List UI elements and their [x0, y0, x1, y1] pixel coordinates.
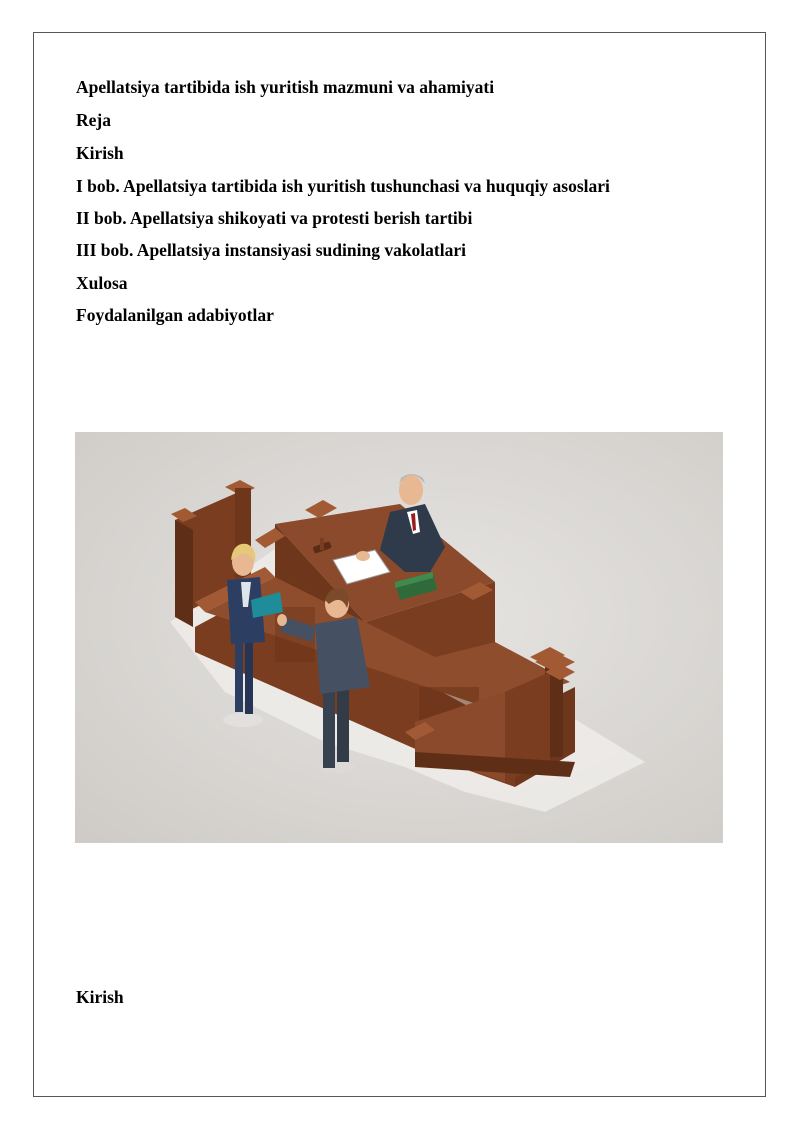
toc-item-chapter-3: III bob. Apellatsiya instansiyasi sudining vakolatlari: [76, 240, 466, 260]
toc-item-chapter-1: I bob. Apellatsiya tartibida ish yuritish tushunchasi va huquqiy asoslari: [76, 176, 610, 196]
toc-item-conclusion: Xulosa: [76, 273, 128, 293]
toc-item-intro: Kirish: [76, 143, 124, 163]
toc-item-chapter-2: II bob. Apellatsiya shikoyati va protesti berish tartibi: [76, 208, 473, 228]
document-title: Apellatsiya tartibida ish yuritish mazmuni va ahamiyati: [76, 77, 495, 97]
plan-heading: Reja: [76, 110, 111, 130]
section-heading-intro: Kirish: [76, 987, 124, 1007]
toc-item-references: Foydalanilgan adabiyotlar: [76, 305, 274, 325]
courtroom-illustration: [75, 432, 723, 843]
